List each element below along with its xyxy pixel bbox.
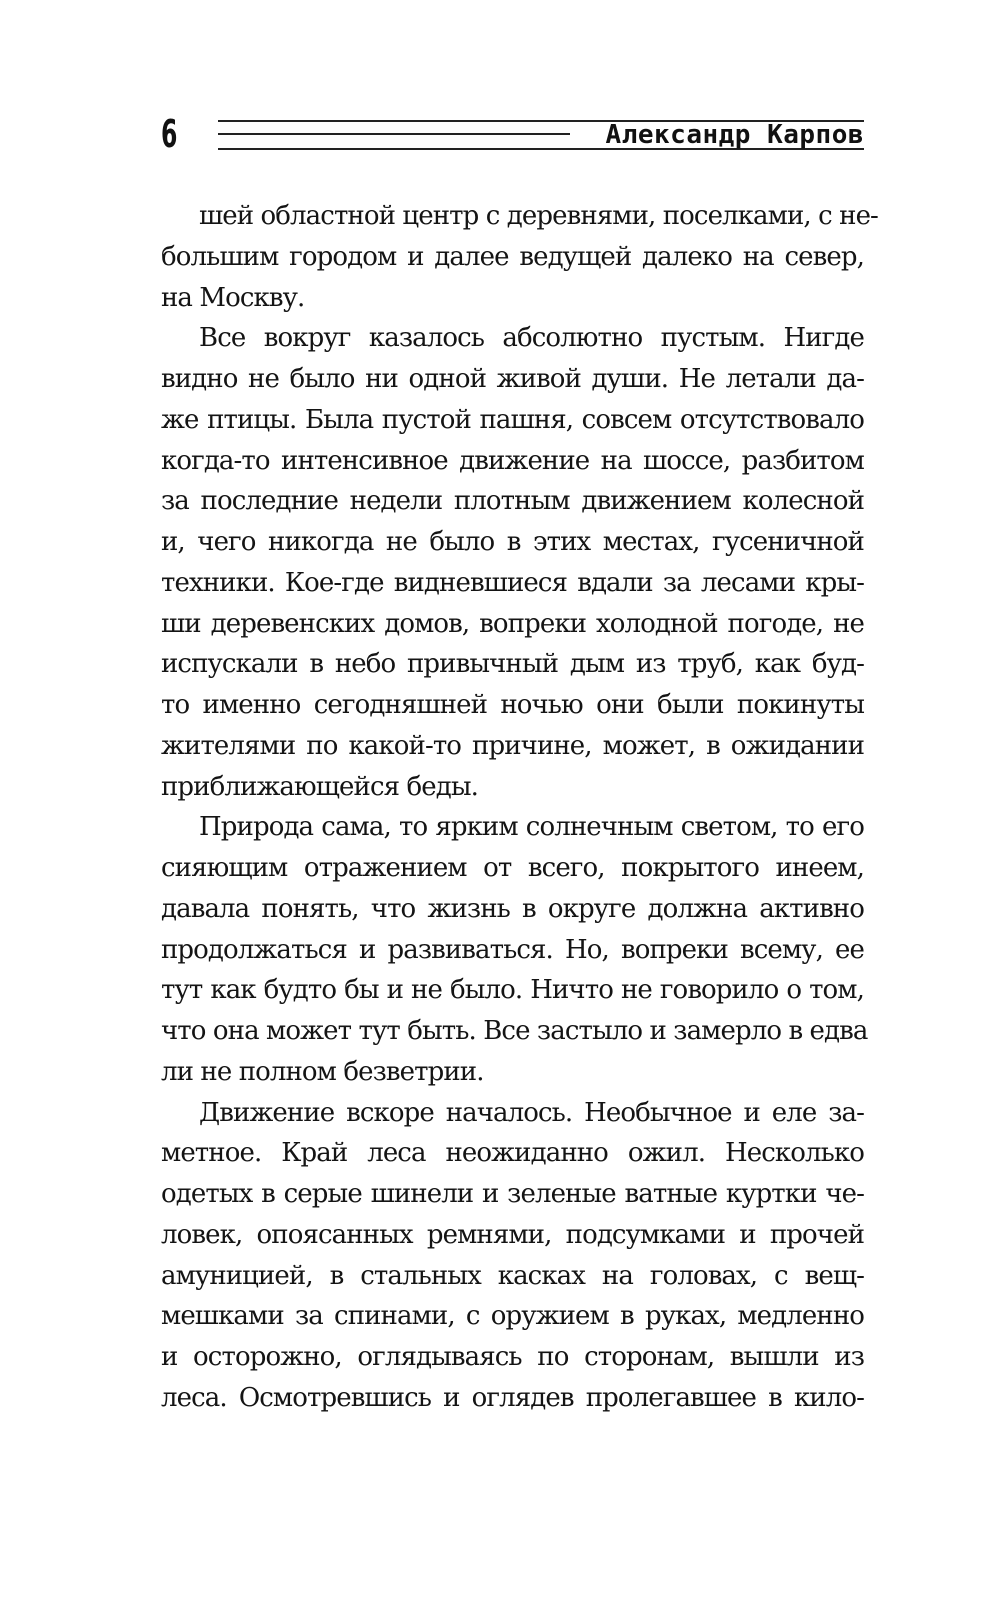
text-line: ши деревенских домов, вопреки холодной погоде, не [161,608,864,639]
text-line: и осторожно, оглядываясь по сторонам, вышли из [161,1342,864,1372]
text-line: за последние недели плотным движением колесной [161,486,864,517]
text-line: видно не было ни одной живой души. Не летали да- [161,364,864,394]
text-line: одетых в серые шинели и зеленые ватные куртки че- [161,1179,864,1209]
text-line: и, чего никогда не было в этих местах, гусеничной [161,527,864,557]
text-line: жителями по какой-то причине, может, в ожидании [161,730,864,761]
text-line: же птицы. Была пустой пашня, совсем отсутствовало [161,404,864,435]
text-line: мешками за спинами, с оружием в руках, медленно [161,1301,864,1332]
text-line: приближающейся беды. [161,771,478,802]
running-head-author: Александр Карпов [594,122,864,148]
paragraph [161,196,878,318]
text-line: техники. Кое-где видневшиеся вдали за лесами кры- [161,567,864,598]
header-rule-middle [218,133,570,135]
text-line: то именно сегодняшней ночью они были покинуты [161,690,864,720]
page-number: 6 [161,112,178,156]
text-line: тут как будто бы и не было. Ничто не говорило о том, [161,975,864,1006]
text-line: Природа сама, то ярким солнечным светом, то его [199,812,864,843]
text-line: ли не полном безветрии. [161,1056,484,1087]
paragraph [161,807,868,1092]
text-line: когда-то интенсивное движение на шоссе, разбитом [161,445,864,476]
text-line: Движение вскоре началось. Необычное и еле за- [199,1097,864,1128]
paragraph [161,1093,864,1419]
text-line: шей областной центр с деревнями, поселками, с не- [199,201,878,231]
text-line: продолжаться и развиваться. Но, вопреки всему, ее [161,934,864,965]
text-line: ловек, опоясанных ремнями, подсумками и прочей [161,1219,864,1250]
text-line: метное. Край леса неожиданно ожил. Несколько [161,1138,864,1169]
paragraph [161,318,864,807]
text-line: давала понять, что жизнь в округе должна активно [161,893,864,924]
text-line: что она может тут быть. Все застыло и замерло в едва [161,1016,868,1046]
body-text [161,196,878,1419]
text-line: сияющим отражением от всего, покрытого инеем, [161,853,864,883]
text-line: Все вокруг казалось абсолютно пустым. Нигде [199,323,864,354]
text-line: большим городом и далее ведущей далеко на север, [161,241,864,272]
text-line: леса. Осмотревшись и оглядев пролегавшее в кило- [161,1382,864,1413]
text-line: амуницией, в стальных касках на головах, с вещ- [161,1260,864,1291]
text-line: испускали в небо привычный дым из труб, как буд- [161,649,864,680]
text-line: на Москву. [161,282,305,313]
page-header [161,110,864,160]
